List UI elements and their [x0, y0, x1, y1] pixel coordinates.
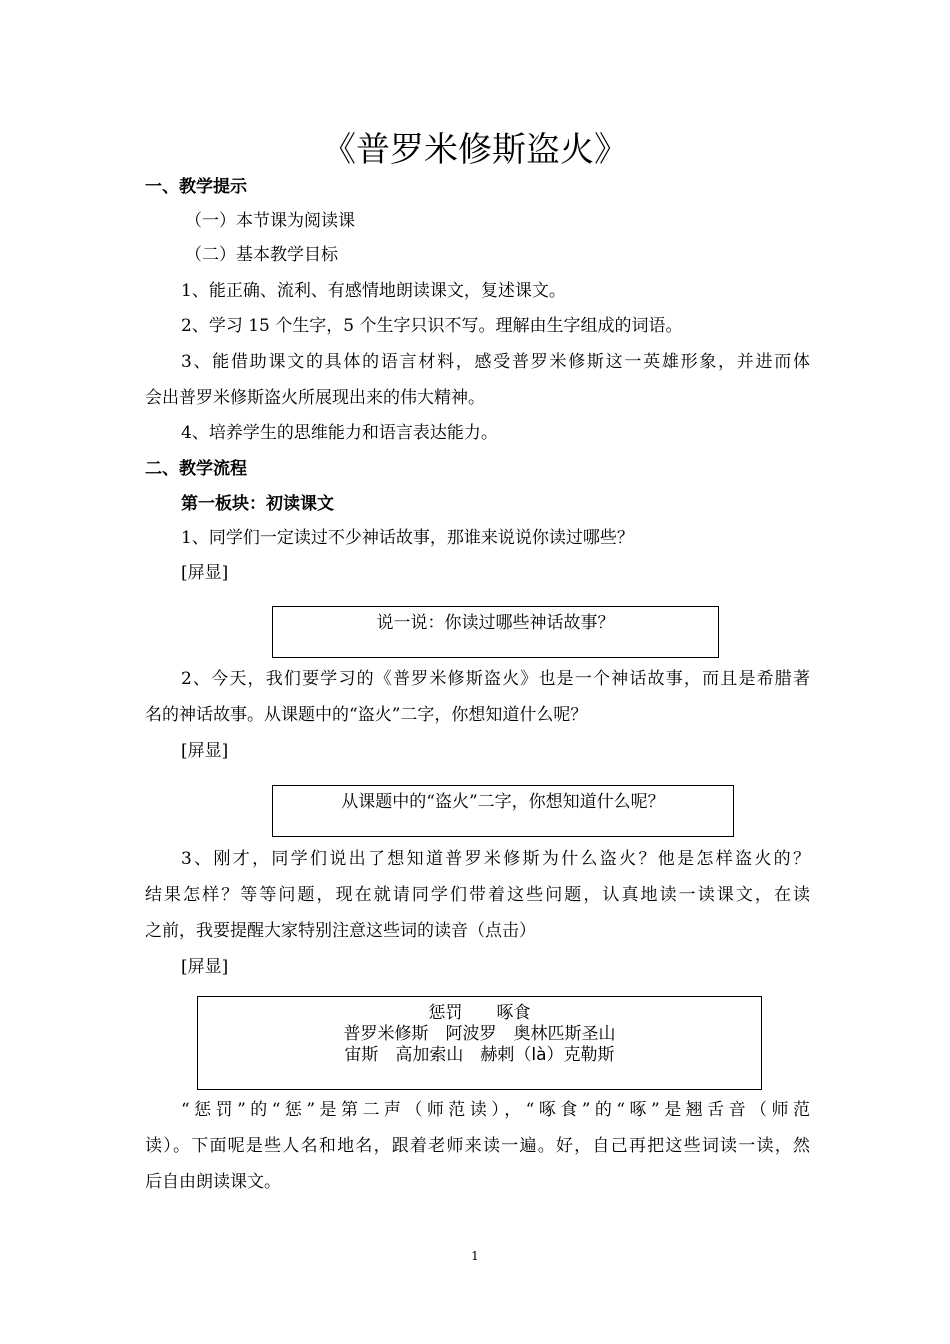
goal-3-line-2: 会出普罗米修斯盗火所展现出来的伟大精神。 [145, 388, 485, 408]
step-2-line-2: 名的神话故事。从课题中的“盗火”二字，你想知道什么呢？ [145, 705, 588, 725]
step-3-line-2: 结果怎样？等等问题，现在就请同学们带着这些问题，认真地读一读课文，在读 [145, 885, 810, 905]
screen-label-1: [屏显] [181, 563, 229, 583]
vocab-line-2: 普罗米修斯 阿波罗 奥林匹斯圣山 [343, 1024, 616, 1044]
page-number: 1 [471, 1249, 479, 1263]
step-2-line-1: 2、今天，我们要学习的《普罗米修斯盗火》也是一个神话故事，而且是希腊著 [181, 669, 810, 689]
screen-box-2-text: 从课题中的“盗火”二字，你想知道什么呢？ [341, 792, 665, 812]
step-1: 1、同学们一定读过不少神话故事，那谁来说说你读过哪些？ [181, 528, 634, 548]
note-line-1: “惩罚”的“惩”是第二声（师范读），“啄食”的“啄”是翘舌音（师范 [181, 1100, 810, 1120]
screen-label-2: [屏显] [181, 741, 229, 761]
goal-1: 1、能正确、流利、有感情地朗读课文，复述课文。 [181, 281, 566, 301]
vocab-line-3: 宙斯 高加索山 赫剌（là）克勒斯 [344, 1045, 615, 1065]
page-title: 《普罗米修斯盗火》 [322, 130, 628, 170]
goal-3-line-1: 3、能借助课文的具体的语言材料，感受普罗米修斯这一英雄形象，并进而体 [181, 352, 810, 372]
vocab-line-1: 惩罚 啄食 [428, 1003, 531, 1023]
goal-4: 4、培养学生的思维能力和语言表达能力。 [181, 423, 498, 443]
tip-item-1: （一）本节课为阅读课 [185, 211, 355, 231]
screen-label-3: [屏显] [181, 957, 229, 977]
goal-2: 2、学习 15 个生字，5 个生字只识不写。理解由生字组成的词语。 [181, 316, 683, 336]
block-heading-1: 第一板块：初读课文 [181, 494, 334, 514]
screen-box-2 [272, 785, 734, 837]
screen-box-3 [197, 996, 762, 1090]
note-line-2: 读）。下面呢是些人名和地名，跟着老师来读一遍。好，自己再把这些词读一读，然 [145, 1136, 810, 1156]
section-heading-teaching-flow: 二、教学流程 [145, 459, 247, 479]
step-3-line-1: 3、刚才，同学们说出了想知道普罗米修斯为什么盗火？他是怎样盗火的？ [181, 849, 810, 869]
screen-box-1-text: 说一说：你读过哪些神话故事？ [376, 613, 615, 633]
section-heading-teaching-tips: 一、教学提示 [145, 177, 247, 197]
tip-item-2: （二）基本教学目标 [185, 245, 338, 265]
note-line-3: 后自由朗读课文。 [145, 1172, 281, 1192]
step-3-line-3: 之前，我要提醒大家特别注意这些词的读音（点击） [145, 921, 536, 941]
screen-box-1 [272, 606, 719, 658]
